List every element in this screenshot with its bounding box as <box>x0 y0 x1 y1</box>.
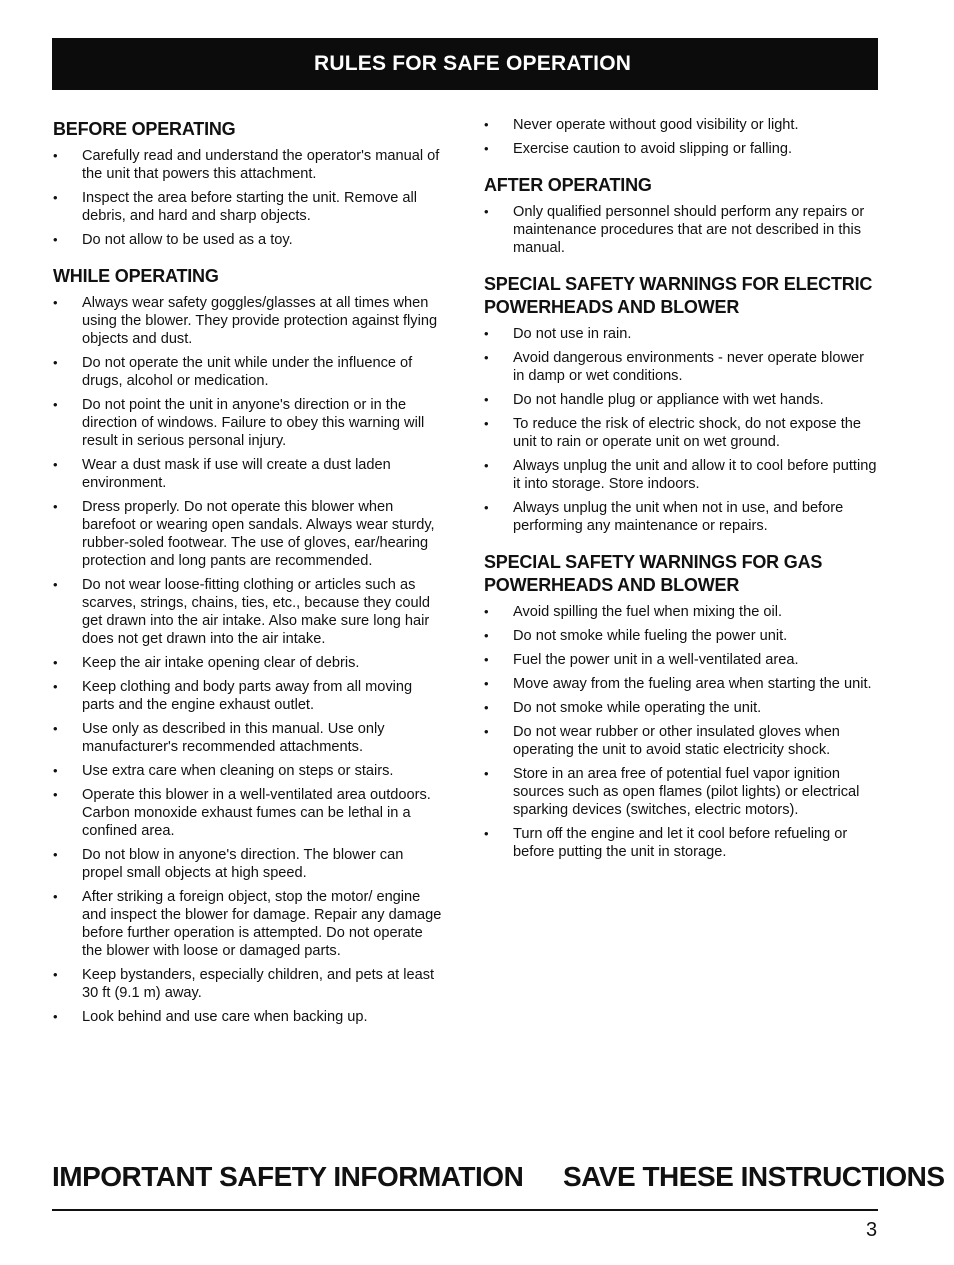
list-item: • Do not smoke while operating the unit. <box>484 699 878 717</box>
gas-warnings-heading: SPECIAL SAFETY WARNINGS FOR GAS POWERHEADS AND BLOWER <box>484 552 823 595</box>
electric-warnings-list <box>484 325 878 535</box>
footer-divider <box>52 1209 878 1211</box>
banner-title: RULES FOR SAFE OPERATION <box>314 52 632 75</box>
while-operating-heading: WHILE OPERATING <box>53 266 219 286</box>
list-item: • Always unplug the unit and allow it to cool before putting it into storage. Store indoors. <box>484 457 878 493</box>
list-item: • Move away from the fueling area when starting the unit. <box>484 675 878 693</box>
list-item: • After striking a foreign object, stop the motor/ engine and inspect the blower for damage. Repair any damage before further operation is attempted. Do not operate the blower with loose or damaged parts. <box>53 888 445 960</box>
list-item: • Use only as described in this manual. Use only manufacturer's recommended attachments. <box>53 720 445 756</box>
list-item: • Exercise caution to avoid slipping or falling. <box>484 140 878 158</box>
list-item: • To reduce the risk of electric shock, do not expose the unit to rain or operate unit on wet ground. <box>484 415 878 451</box>
list-item: • Do not point the unit in anyone's direction or in the direction of windows. Failure to obey this warning will result in serious personal injury. <box>53 396 445 450</box>
list-item: • Do not handle plug or appliance with wet hands. <box>484 391 878 409</box>
list-item: • Do not wear rubber or other insulated gloves when operating the unit to avoid static electricity shock. <box>484 723 878 759</box>
while-operating-continued-list <box>484 116 878 158</box>
list-item: • Do not wear loose-fitting clothing or articles such as scarves, strings, chains, ties, etc., because they could get drawn into the air intake. Also make sure long hair does not get drawn into the air intake. <box>53 576 445 648</box>
list-item: • Keep the air intake opening clear of debris. <box>53 654 445 672</box>
before-operating-heading: BEFORE OPERATING <box>53 119 236 139</box>
gas-warnings-list <box>484 603 878 861</box>
list-item: • Do not operate the unit while under the influence of drugs, alcohol or medication. <box>53 354 445 390</box>
after-operating-heading: AFTER OPERATING <box>484 175 652 195</box>
list-item: • Turn off the engine and let it cool before refueling or before putting the unit in storage. <box>484 825 878 861</box>
gas-warnings-section <box>484 551 878 861</box>
page-banner <box>52 38 878 90</box>
electric-warnings-heading: SPECIAL SAFETY WARNINGS FOR ELECTRIC POWERHEADS AND BLOWER <box>484 274 873 317</box>
list-item: • Dress properly. Do not operate this blower when barefoot or wearing open sandals. Always wear sturdy, rubber-soled footwear. The use of gloves, ear/hearing protection and long pants are recommended. <box>53 498 445 570</box>
left-column <box>53 118 445 1032</box>
list-item: • Do not allow to be used as a toy. <box>53 231 445 249</box>
after-operating-section <box>484 174 878 257</box>
list-item: • Always unplug the unit when not in use, and before performing any maintenance or repairs. <box>484 499 878 535</box>
before-operating-section <box>53 118 445 249</box>
list-item: • Only qualified personnel should perform any repairs or maintenance procedures that are not described in this manual. <box>484 203 878 257</box>
list-item: • Do not use in rain. <box>484 325 878 343</box>
while-operating-list <box>53 294 445 1026</box>
after-operating-list <box>484 203 878 257</box>
list-item: • Store in an area free of potential fuel vapor ignition sources such as open flames (pilot lights) or electrical sparking devices (switches, electric motors). <box>484 765 878 819</box>
list-item: • Carefully read and understand the operator's manual of the unit that powers this attachment. <box>53 147 445 183</box>
electric-warnings-section <box>484 273 878 535</box>
important-safety-footer: IMPORTANT SAFETY INFORMATION <box>52 1161 524 1192</box>
list-item: • Keep clothing and body parts away from all moving parts and the engine exhaust outlet. <box>53 678 445 714</box>
save-instructions-footer: SAVE THESE INSTRUCTIONS <box>563 1161 945 1192</box>
list-item: • Use extra care when cleaning on steps or stairs. <box>53 762 445 780</box>
list-item: • Look behind and use care when backing up. <box>53 1008 445 1026</box>
list-item: • Avoid spilling the fuel when mixing the oil. <box>484 603 878 621</box>
while-operating-section <box>53 265 445 1026</box>
list-item: • Do not smoke while fueling the power unit. <box>484 627 878 645</box>
before-operating-list <box>53 147 445 249</box>
list-item: • Operate this blower in a well-ventilated area outdoors. Carbon monoxide exhaust fumes can be lethal in a confined area. <box>53 786 445 840</box>
page-number: 3 <box>866 1219 878 1241</box>
list-item: • Inspect the area before starting the unit. Remove all debris, and hard and sharp objects. <box>53 189 445 225</box>
list-item: • Do not blow in anyone's direction. The blower can propel small objects at high speed. <box>53 846 445 882</box>
list-item: • Fuel the power unit in a well-ventilated area. <box>484 651 878 669</box>
list-item: • Wear a dust mask if use will create a dust laden environment. <box>53 456 445 492</box>
list-item: • Keep bystanders, especially children, and pets at least 30 ft (9.1 m) away. <box>53 966 445 1002</box>
list-item: • Always wear safety goggles/glasses at all times when using the blower. They provide protection against flying objects and dust. <box>53 294 445 348</box>
list-item: • Never operate without good visibility or light. <box>484 116 878 134</box>
right-column <box>484 116 878 867</box>
list-item: • Avoid dangerous environments - never operate blower in damp or wet conditions. <box>484 349 878 385</box>
